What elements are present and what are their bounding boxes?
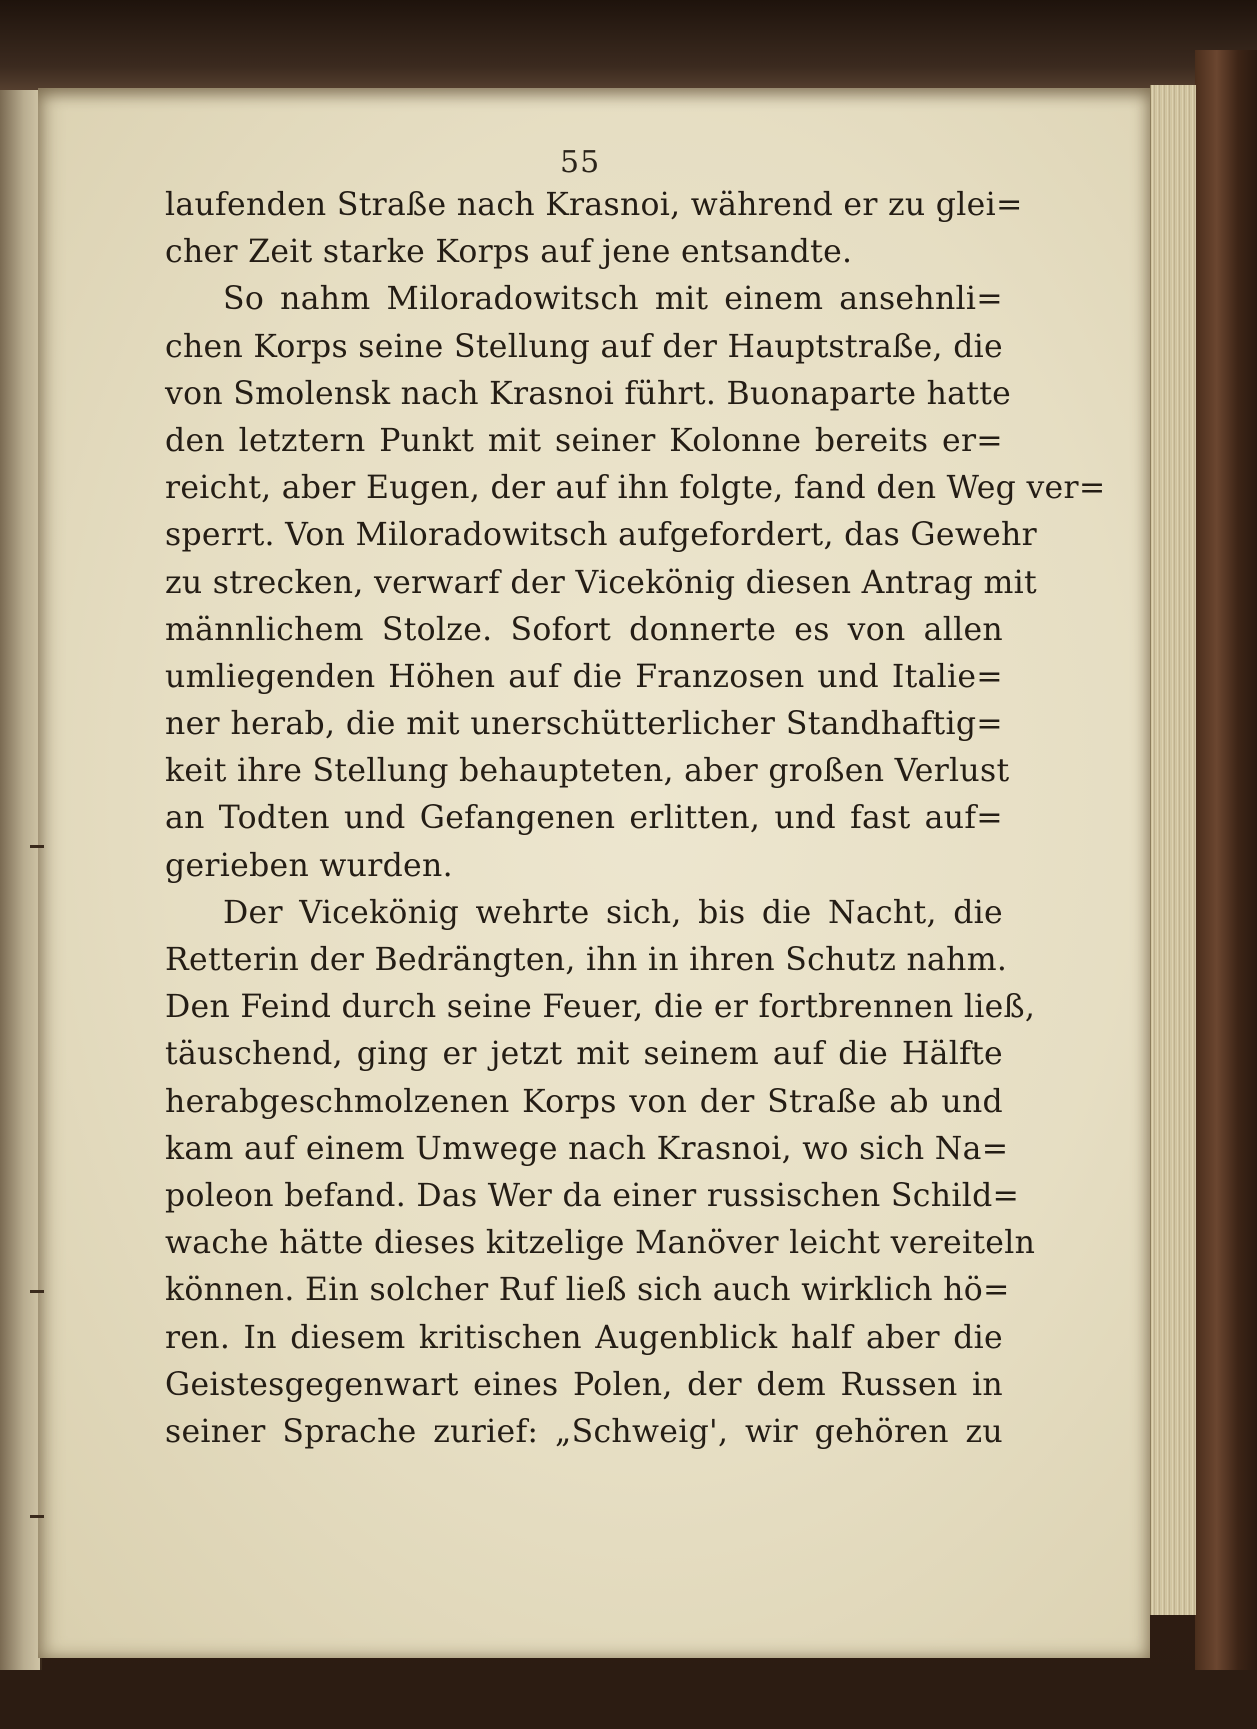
- text-line: männlichem Stolze. Sofort donnerte es von allen: [165, 611, 1003, 648]
- text-line: Retterin der Bedrängten, ihn in ihren Schutz nahm.: [165, 942, 1008, 978]
- text-line: den letztern Punkt mit seiner Kolonne bereits er=: [165, 422, 1003, 459]
- body-text: [165, 182, 1106, 1456]
- page-number: 55: [560, 145, 601, 180]
- text-line: können. Ein solcher Ruf ließ sich auch wirklich hö=: [165, 1272, 1010, 1309]
- paragraph-start-line: Der Vicekönig wehrte sich, bis die Nacht, die: [223, 894, 1003, 931]
- text-line: umliegenden Höhen auf die Franzosen und Italie=: [165, 658, 1003, 695]
- margin-mark: [30, 1290, 44, 1293]
- text-line: Geistesgegenwart eines Polen, der dem Russen in: [165, 1366, 1003, 1403]
- text-line: kam auf einem Umwege nach Krasnoi, wo sich Na=: [165, 1130, 1009, 1167]
- text-line: an Todten und Gefangenen erlitten, und fast auf=: [165, 800, 1003, 837]
- text-line: herabgeschmolzenen Korps von der Straße ab und: [165, 1083, 1003, 1120]
- text-line: Den Feind durch seine Feuer, die er fortbrennen ließ,: [165, 989, 1036, 1026]
- text-line: gerieben wurden.: [165, 847, 453, 884]
- text-line: sperrt. Von Miloradowitsch aufgefordert, das Gewehr: [165, 517, 1037, 554]
- text-line: chen Korps seine Stellung auf der Hauptstraße, die: [165, 328, 1003, 365]
- text-line: cher Zeit starke Korps auf jene entsandte.: [165, 234, 853, 271]
- text-line: ren. In diesem kritischen Augenblick half aber die: [165, 1319, 1003, 1356]
- text-line: reicht, aber Eugen, der auf ihn folgte, fand den Weg ver=: [165, 470, 1106, 507]
- text-line: ner herab, die mit unerschütterlicher Standhaftig=: [165, 706, 1003, 743]
- text-line: zu strecken, verwarf der Vicekönig diesen Antrag mit: [165, 564, 1037, 601]
- leather-cover-edge: [1195, 50, 1257, 1670]
- text-line: wache hätte dieses kitzelige Manöver leicht vereiteln: [165, 1225, 1036, 1262]
- margin-mark: [30, 845, 44, 848]
- text-line: laufenden Straße nach Krasnoi, während er zu glei=: [165, 187, 1023, 223]
- book-binding-top: [0, 0, 1257, 95]
- text-line: seiner Sprache zurief: „Schweig', wir gehören zu: [165, 1413, 1003, 1450]
- previous-page-edge: [0, 90, 42, 1670]
- margin-mark: [30, 1515, 44, 1518]
- text-line: von Smolensk nach Krasnoi führt. Buonaparte hatte: [165, 375, 1012, 412]
- paragraph-start-line: So nahm Miloradowitsch mit einem ansehnli=: [223, 281, 1003, 318]
- text-line: keit ihre Stellung behaupteten, aber großen Verlust: [165, 753, 1010, 790]
- page-stack-edge: [1150, 85, 1196, 1615]
- text-line: poleon befand. Das Wer da einer russischen Schild=: [165, 1177, 1020, 1214]
- text-line: täuschend, ging er jetzt mit seinem auf die Hälfte: [165, 1036, 1003, 1073]
